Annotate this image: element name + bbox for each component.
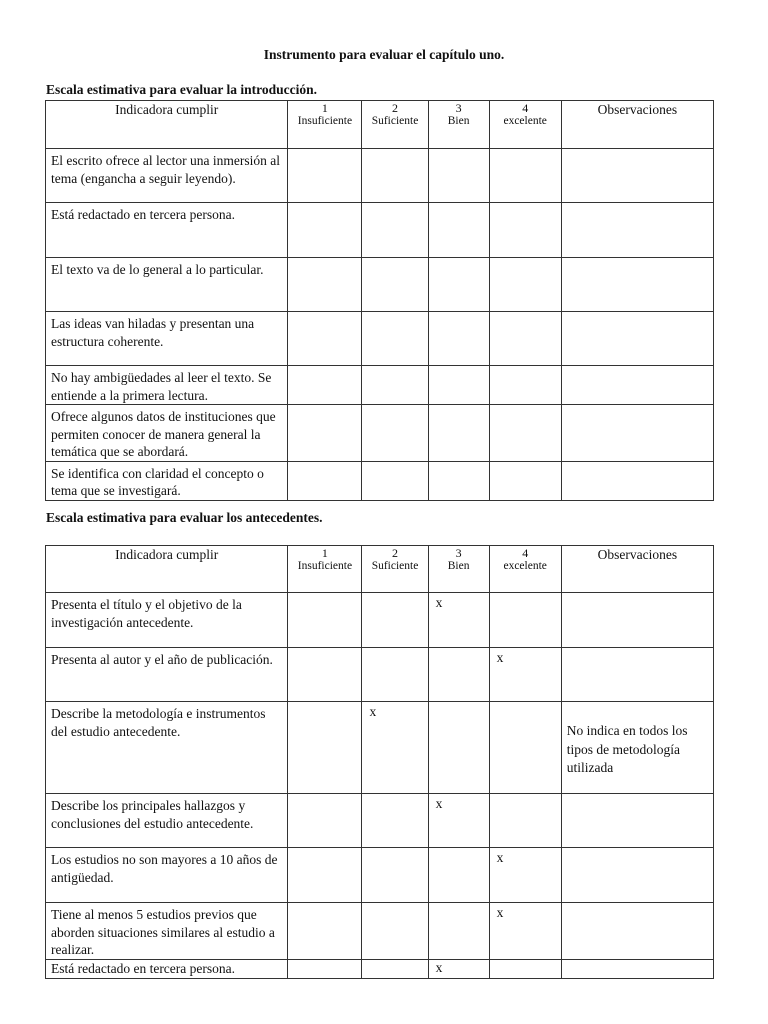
observations-cell[interactable]: [561, 203, 713, 258]
introduction-rubric-table: [45, 100, 714, 501]
score-4-cell[interactable]: [489, 461, 561, 500]
document-title: Instrumento para evaluar el capítulo uno.: [263, 47, 505, 62]
score-1-cell[interactable]: [288, 702, 362, 794]
score-4-cell[interactable]: [489, 593, 561, 648]
indicator-cell: El texto va de lo general a lo particular.: [46, 258, 288, 312]
score-3-cell[interactable]: x: [428, 794, 489, 848]
antecedents-rubric-table: [45, 545, 714, 979]
indicator-cell: Describe los principales hallazgos y conclusiones del estudio antecedente.: [46, 794, 288, 848]
score-1-cell[interactable]: [288, 903, 362, 960]
score-4-cell[interactable]: x: [489, 648, 561, 702]
score-1-cell[interactable]: [288, 312, 362, 366]
introduction-scale-heading: Escala estimativa para evaluar la introducción.: [46, 82, 317, 97]
table-row: [46, 312, 714, 366]
indicator-column-header: Indicadora cumplir: [46, 546, 288, 593]
table-row: [46, 366, 714, 405]
score-1-cell[interactable]: [288, 648, 362, 702]
table-row: [46, 203, 714, 258]
score-2-cell[interactable]: [362, 903, 428, 960]
table-header-row: [46, 101, 714, 149]
score-3-cell[interactable]: [428, 461, 489, 500]
score-3-cell[interactable]: x: [428, 593, 489, 648]
score-4-cell[interactable]: [489, 405, 561, 462]
table-row: [46, 648, 714, 702]
indicator-cell: Está redactado en tercera persona.: [46, 959, 288, 978]
score-4-column-header: 4 excelente: [489, 101, 561, 149]
score-2-cell[interactable]: [362, 258, 428, 312]
score-3-cell[interactable]: [428, 366, 489, 405]
score-2-cell[interactable]: x: [362, 702, 428, 794]
score-2-cell[interactable]: [362, 461, 428, 500]
score-4-column-header: 4 excelente: [489, 546, 561, 593]
table-header-row: [46, 546, 714, 593]
score-4-cell[interactable]: x: [489, 903, 561, 960]
observations-cell[interactable]: [561, 959, 713, 978]
score-4-cell[interactable]: [489, 258, 561, 312]
score-4-cell[interactable]: [489, 203, 561, 258]
table-row: [46, 794, 714, 848]
observations-cell[interactable]: [561, 648, 713, 702]
score-3-cell[interactable]: [428, 648, 489, 702]
score-3-cell[interactable]: [428, 312, 489, 366]
score-2-column-header: 2 Suficiente: [362, 101, 428, 149]
score-3-cell[interactable]: x: [428, 959, 489, 978]
score-1-cell[interactable]: [288, 405, 362, 462]
table-row: [46, 903, 714, 960]
score-4-cell[interactable]: [489, 959, 561, 978]
table-row: [46, 593, 714, 648]
observations-cell[interactable]: No indica en todos los tipos de metodología utilizada: [561, 702, 713, 794]
score-1-column-header: 1 Insuficiente: [288, 546, 362, 593]
indicator-cell: Las ideas van hiladas y presentan una estructura coherente.: [46, 312, 288, 366]
observations-cell[interactable]: [561, 312, 713, 366]
score-2-column-header: 2 Suficiente: [362, 546, 428, 593]
score-3-column-header: 3 Bien: [428, 101, 489, 149]
indicator-cell: Tiene al menos 5 estudios previos que aborden situaciones similares al estudio a realizar.: [46, 903, 288, 960]
score-4-cell[interactable]: [489, 366, 561, 405]
score-3-cell[interactable]: [428, 203, 489, 258]
score-1-cell[interactable]: [288, 794, 362, 848]
score-1-cell[interactable]: [288, 593, 362, 648]
score-2-cell[interactable]: [362, 366, 428, 405]
score-2-cell[interactable]: [362, 848, 428, 903]
score-2-cell[interactable]: [362, 149, 428, 203]
observations-column-header: Observaciones: [561, 546, 713, 593]
indicator-cell: Se identifica con claridad el concepto o tema que se investigará.: [46, 461, 288, 500]
observations-cell[interactable]: [561, 258, 713, 312]
score-2-cell[interactable]: [362, 959, 428, 978]
score-3-cell[interactable]: [428, 903, 489, 960]
indicator-cell: Ofrece algunos datos de instituciones que permiten conocer de manera general la temática que se abordará.: [46, 405, 288, 462]
table-row: [46, 959, 714, 978]
score-1-cell[interactable]: [288, 461, 362, 500]
score-2-cell[interactable]: [362, 648, 428, 702]
score-3-cell[interactable]: [428, 405, 489, 462]
table-row: [46, 848, 714, 903]
score-3-cell[interactable]: [428, 848, 489, 903]
indicator-cell: Presenta al autor y el año de publicación.: [46, 648, 288, 702]
score-2-cell[interactable]: [362, 405, 428, 462]
score-4-cell[interactable]: x: [489, 848, 561, 903]
table-row: [46, 149, 714, 203]
indicator-cell: Los estudios no son mayores a 10 años de antigüedad.: [46, 848, 288, 903]
score-1-cell[interactable]: [288, 959, 362, 978]
score-2-cell[interactable]: [362, 312, 428, 366]
observations-cell[interactable]: [561, 794, 713, 848]
table-row: [46, 405, 714, 462]
score-1-cell[interactable]: [288, 848, 362, 903]
score-2-cell[interactable]: [362, 203, 428, 258]
score-2-cell[interactable]: [362, 794, 428, 848]
indicator-cell: No hay ambigüedades al leer el texto. Se entiende a la primera lectura.: [46, 366, 288, 405]
score-3-column-header: 3 Bien: [428, 546, 489, 593]
observations-cell[interactable]: [561, 903, 713, 960]
score-1-cell[interactable]: [288, 149, 362, 203]
observations-cell[interactable]: [561, 405, 713, 462]
score-1-cell[interactable]: [288, 203, 362, 258]
indicator-column-header: Indicadora cumplir: [46, 101, 288, 149]
table-row: [46, 702, 714, 794]
table-row: [46, 461, 714, 500]
observations-cell[interactable]: [561, 461, 713, 500]
score-1-cell[interactable]: [288, 258, 362, 312]
observations-cell[interactable]: [561, 593, 713, 648]
antecedents-scale-heading: Escala estimativa para evaluar los antecedentes.: [46, 510, 323, 525]
score-4-cell[interactable]: [489, 149, 561, 203]
indicator-cell: Describe la metodología e instrumentos del estudio antecedente.: [46, 702, 288, 794]
observations-column-header: Observaciones: [561, 101, 713, 149]
observations-cell[interactable]: [561, 366, 713, 405]
indicator-cell: El escrito ofrece al lector una inmersión al tema (engancha a seguir leyendo).: [46, 149, 288, 203]
score-4-cell[interactable]: [489, 312, 561, 366]
score-1-column-header: 1 Insuficiente: [288, 101, 362, 149]
score-3-cell[interactable]: [428, 258, 489, 312]
indicator-cell: Presenta el título y el objetivo de la investigación antecedente.: [46, 593, 288, 648]
score-3-cell[interactable]: [428, 149, 489, 203]
observations-cell[interactable]: [561, 149, 713, 203]
observations-cell[interactable]: [561, 848, 713, 903]
score-4-cell[interactable]: [489, 702, 561, 794]
score-1-cell[interactable]: [288, 366, 362, 405]
table-row: [46, 258, 714, 312]
score-3-cell[interactable]: [428, 702, 489, 794]
score-4-cell[interactable]: [489, 794, 561, 848]
score-2-cell[interactable]: [362, 593, 428, 648]
indicator-cell: Está redactado en tercera persona.: [46, 203, 288, 258]
